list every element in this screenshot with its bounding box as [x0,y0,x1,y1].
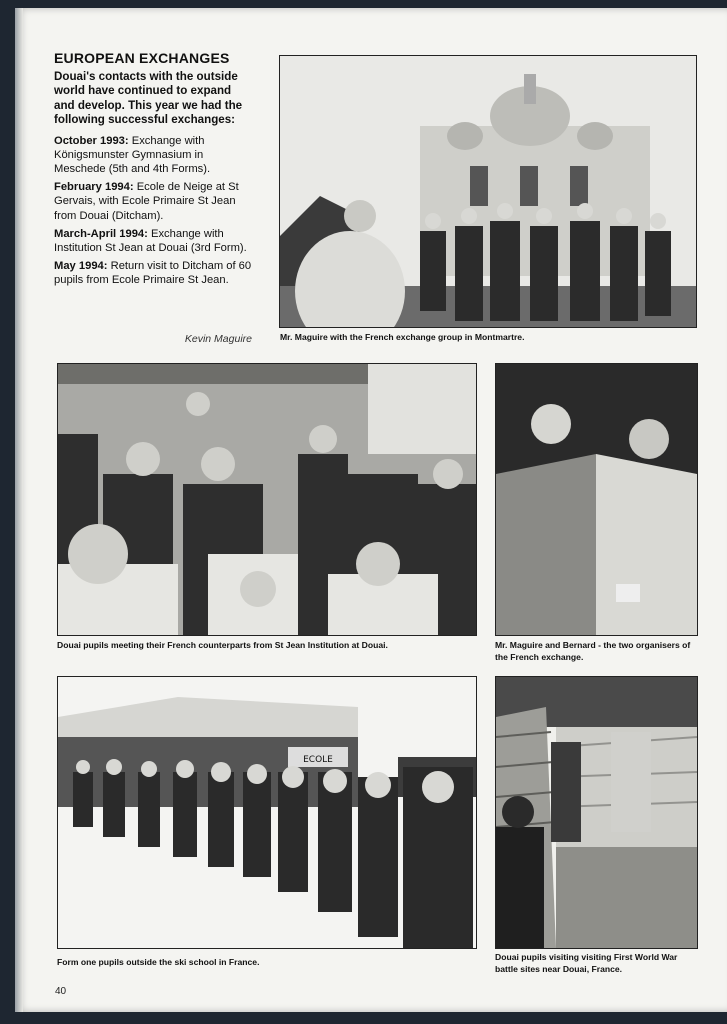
photo-battle-sites-image [496,677,697,948]
article-column [54,50,254,292]
photo-organisers [495,363,698,636]
photo-pupils-meeting [57,363,477,636]
photo-organisers-image [496,364,697,635]
page-number: 40 [55,986,67,997]
photo-montmartre-image [280,56,696,327]
entry-text: Exchange with Institution St Jean at Douai (3rd Form). [54,227,247,255]
entry-date: February 1994: [54,181,134,194]
photo-ski-school-image [58,677,476,948]
photo-caption: Douai pupils visiting visiting First World War battle sites near Douai, France. [495,952,678,974]
exchange-entry [54,259,254,287]
article-heading: EUROPEAN EXCHANGES [54,50,230,66]
entry-text: Return visit to Ditcham of 60 pupils from Ecole Primaire St Jean. [54,260,252,287]
article-author: Kevin Maguire [184,333,252,345]
photo-montmartre-group [279,55,697,328]
photo-caption: Douai pupils meeting their French counterparts from St Jean Institution at Douai. [57,640,388,650]
entry-date: March-April 1994: [54,227,148,240]
exchange-entry [54,227,254,255]
entry-text: Ecole de Neige at St Gervais, with Ecole Primaire St Jean from Douai (Ditcham). [54,181,239,222]
entry-text: Exchange with Königsmunster Gymnasium in Meschede (5th and 4th Forms). [54,134,211,176]
ski-school-sign: ECOLE [303,755,333,765]
article-intro: Douai's contacts with the outside world have continued to expand and develop. This year we had the following successful exchanges: [54,70,243,127]
entry-date: October 1993: [54,134,129,147]
exchange-entry [54,180,254,223]
page-binding-edge [15,8,23,1012]
entry-date: May 1994: [54,260,108,273]
photo-battle-sites [495,676,698,949]
photo-caption: Mr. Maguire and Bernard - the two organisers of the French exchange. [495,640,691,662]
photo-caption: Mr. Maguire with the French exchange group in Montmartre. [280,332,525,342]
photo-pupils-meeting-image [58,364,476,635]
photo-caption: Form one pupils outside the ski school in France. [57,957,260,967]
exchange-entry [54,134,254,177]
photo-ski-school [57,676,477,949]
